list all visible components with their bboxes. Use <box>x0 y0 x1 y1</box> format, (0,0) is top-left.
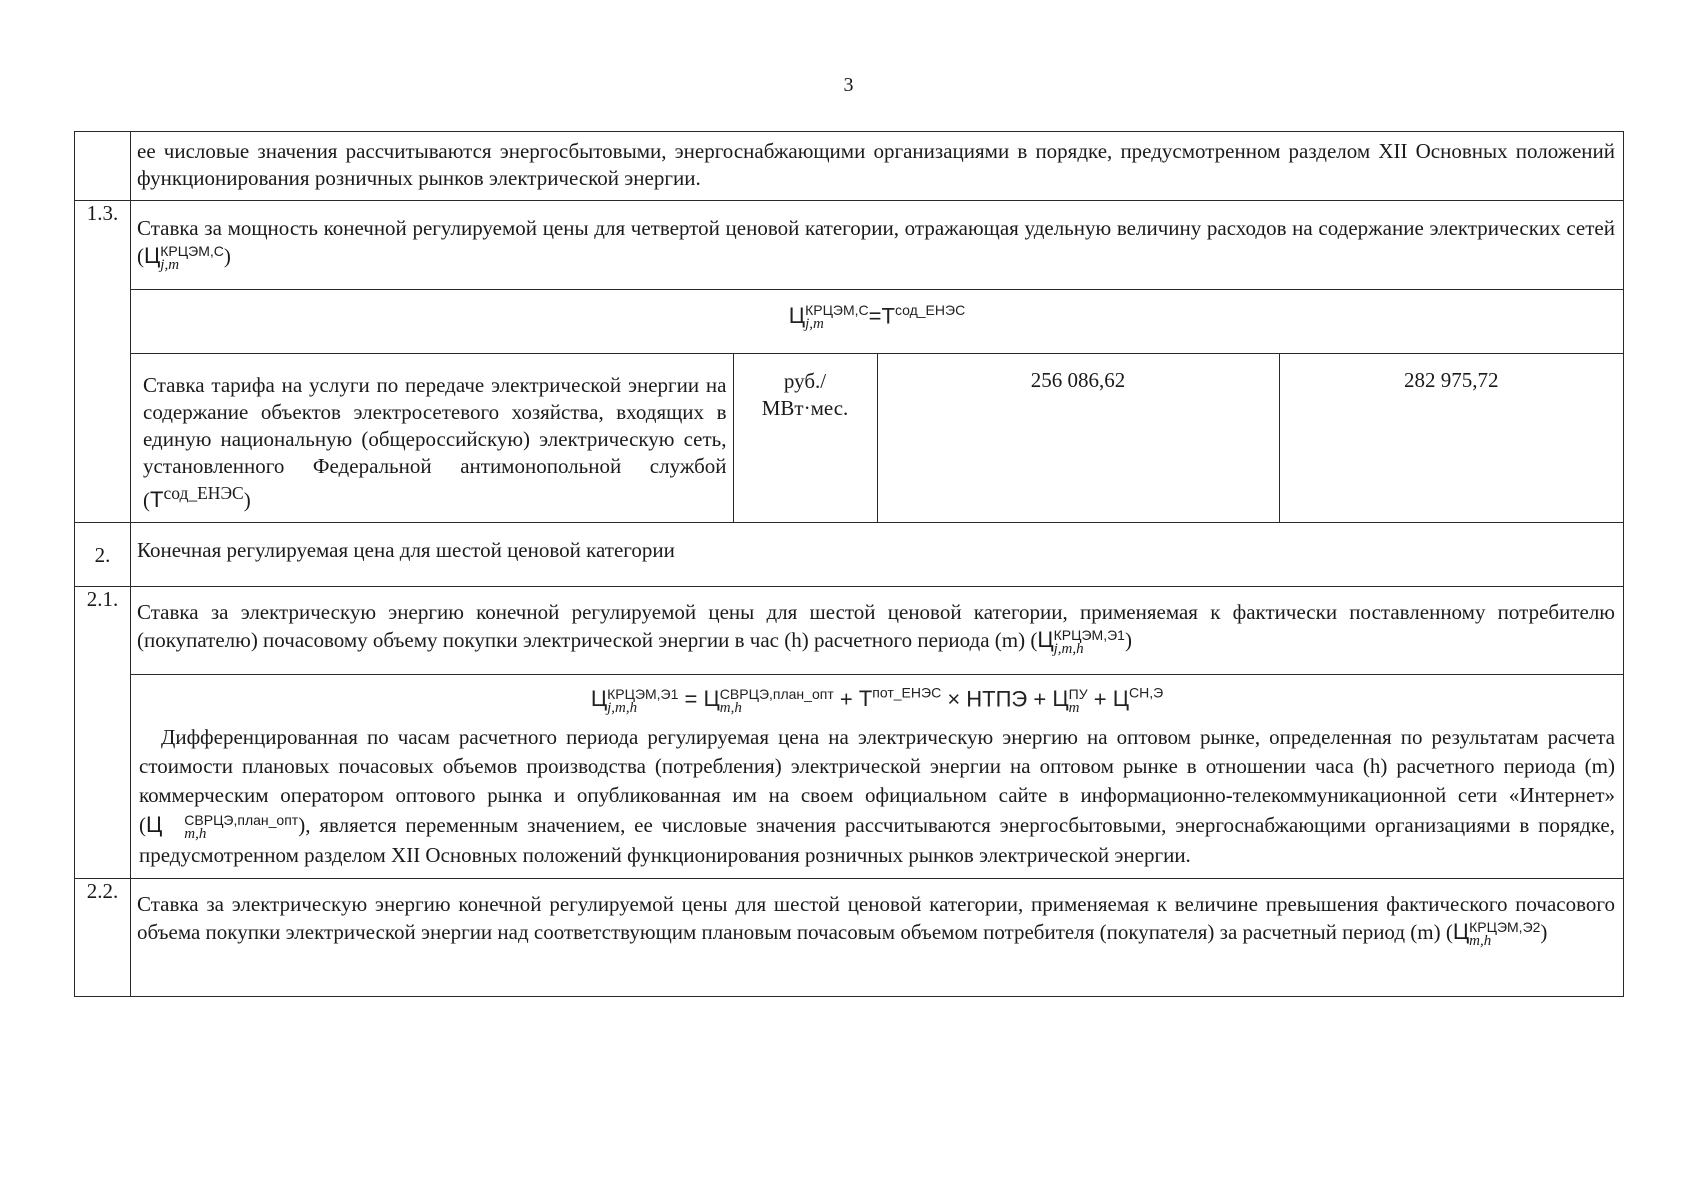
row-content-2-2 <box>131 878 1624 996</box>
formula-1-3: Ц КРЦЭМ,С j,m $=Т^{сод\_ЕНЭС}$ <box>788 301 966 333</box>
price-symbol: Ц КРЦЭМ,Э1 j,m,h <box>1037 626 1125 657</box>
row-content-1-3 <box>131 201 1624 523</box>
rate-title: Ставка за электрическую энергию конечной регулируемой цены для шестой ценовой категории, применяемая к фактически поставленному потребителю (покупателю) почасовому объему покупки электрической энергии в час (h) расчетного периода (m) (Ц КРЦЭМ,Э1 j,m,h ) <box>137 599 1615 657</box>
value-cell-2 <box>1279 353 1623 522</box>
row-number: 2.1. <box>75 586 131 878</box>
row-number: 2. <box>75 522 131 586</box>
row-number: 1.3. <box>75 201 131 523</box>
formula-description-cell <box>131 675 1623 878</box>
rate-title: Ставка за мощность конечной регулируемой цены для четвертой ценовой категории, отражающая удельную величину расходов на содержание электрических сетей (Ц КРЦЭМ,С j,m ) <box>137 216 1615 274</box>
price-symbol: Ц КРЦЭМ,Э2 m,h <box>1452 918 1541 949</box>
row-number-cell <box>75 132 131 201</box>
row-content-2 <box>131 522 1624 586</box>
value-cell-1 <box>877 353 1279 522</box>
inner-table-2-1 <box>131 587 1623 878</box>
formula-cell <box>131 289 1623 353</box>
price-symbol: Ц КРЦЭМ,С j,m <box>144 243 224 274</box>
continuation-text: ее числовые значения рассчитываются энергосбытовыми, энергоснабжающими организациями в порядке, предусмотренном разделом XII Основных положений функционирования розничных рынков электрической энергии. <box>137 139 1615 190</box>
rate-description-cell <box>131 353 733 522</box>
unit-label: руб./ МВт·мес. <box>761 368 849 420</box>
rate-title-cell <box>131 201 1623 289</box>
rate-description: Ставка тарифа на услуги по передаче электрической энергии на содержание объектов электросетевого хозяйства, входящих в единую национальную (общероссийскую) электрическую сеть, установленного Федеральной антимонопольной службой $(Т^{сод\_ЕНЭС})$ <box>143 372 727 512</box>
unit-cell <box>733 353 877 522</box>
formula-description: Дифференцированная по часам расчетного периода регулируемая цена на электрическую энергию на оптовом рынке, определенная по результатам расчета стоимости плановых почасовых объемов производства (потребления) электрической энергии на оптовом рынке в отношении часа (h) расчетного периода (m) коммерческим оператором оптового рынка и опубликованная им на своем официальном сайте в информационно-телекоммуникационной сети «Интернет» (Ц СВРЦЭ,план_опт m,h ), является переменным значением, ее числовые значения рассчитываются энергосбытовыми, энергоснабжающими организациями в порядке, предусмотренном разделом XII Основных положений функционирования розничных рынков электрической энергии. <box>139 724 1615 867</box>
value-1: 256 086,62 <box>1030 367 1126 392</box>
table-row-1-3 <box>75 201 1624 523</box>
section-title: Конечная регулируемая цена для шестой ценовой категории <box>137 537 675 562</box>
row-number: 2.2. <box>75 878 131 996</box>
tariff-table <box>74 131 1624 997</box>
inner-table-1-3 <box>131 201 1623 522</box>
value-2: 282 975,72 <box>1404 367 1499 392</box>
rate-title: Ставка за электрическую энергию конечной регулируемой цены для шестой ценовой категории, применяемая к величине превышения фактического почасового объема покупки электрической энергии над соответствующим плановым почасовым объемом потребителя (покупателя) за расчетный период (m) (Ц КРЦЭМ,Э2 m,h ) <box>137 891 1615 949</box>
rate-title-cell <box>131 587 1623 675</box>
formula-2-1: Ц КРЦЭМ,Э1 j,m,h = Ц СВРЦЭ,план_опт m,h + $Т^{пот\_ЕНЭС}$ × НТПЭ + Ц ПУ m + $Ц^{СН,Э}$ <box>590 685 1164 716</box>
page-number: 3 <box>843 74 854 96</box>
row-content-2-1 <box>131 586 1624 878</box>
table-row-continuation <box>75 132 1624 201</box>
table-row-2-2 <box>75 878 1624 996</box>
table-row-2-1 <box>75 586 1624 878</box>
table-row-2 <box>75 522 1624 586</box>
row-text-cell <box>131 132 1624 201</box>
